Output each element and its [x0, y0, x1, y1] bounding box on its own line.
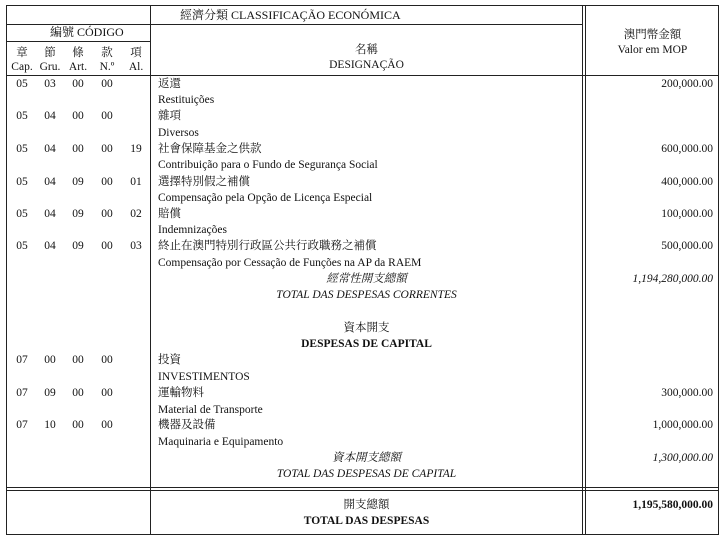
code-al: 19	[130, 143, 142, 155]
code-col-zh-1: 章	[16, 47, 28, 59]
code-col-pt-4: N.º	[99, 61, 115, 73]
grand-total-pt: TOTAL DAS DESPESAS	[303, 515, 430, 527]
designation-pt: INVESTIMENTOS	[158, 371, 250, 383]
capital-section-pt: DESPESAS DE CAPITAL	[301, 338, 432, 350]
total-rule-2	[6, 490, 719, 491]
code-gru: 03	[44, 78, 56, 90]
code-num: 00	[101, 419, 113, 431]
code-num: 00	[101, 208, 113, 220]
subtotal-current-amount: 1,194,280,000.00	[632, 273, 713, 285]
header-rule-codigo	[6, 41, 151, 42]
grand-total-zh: 開支總額	[343, 499, 390, 511]
code-col-pt-2: Gru.	[39, 61, 61, 73]
subtotal-capital-amount: 1,300,000.00	[652, 452, 713, 464]
designation-zh: 雜項	[158, 110, 181, 122]
code-al: 03	[130, 240, 142, 252]
code-gru: 00	[44, 354, 56, 366]
code-gru: 04	[44, 110, 56, 122]
subtotal-current-pt: TOTAL DAS DESPESAS CORRENTES	[276, 289, 457, 301]
code-num: 00	[101, 387, 113, 399]
amount-header-pt: Valor em MOP	[617, 44, 688, 56]
code-gru: 10	[44, 419, 56, 431]
designation-header-zh: 名稱	[355, 44, 378, 56]
amount-value: 1,000,000.00	[652, 419, 713, 431]
code-cap: 05	[16, 78, 28, 90]
code-gru: 04	[44, 208, 56, 220]
designation-pt: Diversos	[158, 127, 199, 139]
amount-value: 100,000.00	[661, 208, 713, 220]
amount-value: 300,000.00	[661, 387, 713, 399]
designation-zh: 返還	[158, 78, 181, 90]
code-num: 00	[101, 143, 113, 155]
amount-header-zh: 澳門幣金額	[623, 29, 682, 41]
code-gru: 04	[44, 176, 56, 188]
designation-zh: 投資	[158, 354, 181, 366]
code-art: 00	[72, 419, 84, 431]
code-art: 09	[72, 240, 84, 252]
designation-zh: 選擇特別假之補償	[158, 176, 250, 188]
amount-value: 600,000.00	[661, 143, 713, 155]
code-al: 01	[130, 176, 142, 188]
code-num: 00	[101, 176, 113, 188]
code-cap: 07	[16, 354, 28, 366]
code-col-pt-3: Art.	[68, 61, 88, 73]
designation-zh: 運輸物料	[158, 387, 204, 399]
code-cap: 05	[16, 208, 28, 220]
code-art: 00	[72, 387, 84, 399]
code-cap: 05	[16, 176, 28, 188]
col-divider-amount-2	[585, 5, 586, 535]
designation-zh: 機器及設備	[158, 419, 216, 431]
designation-header-pt: DESIGNAÇÃO	[329, 59, 404, 71]
code-art: 00	[72, 78, 84, 90]
header-rule-bottom	[6, 75, 719, 76]
code-num: 00	[101, 240, 113, 252]
code-col-zh-3: 條	[72, 47, 84, 59]
code-gru: 09	[44, 387, 56, 399]
code-al: 02	[130, 208, 142, 220]
code-cap: 05	[16, 143, 28, 155]
code-gru: 04	[44, 143, 56, 155]
codigo-header: 編號 CÓDIGO	[50, 25, 124, 39]
grand-total-amount: 1,195,580,000.00	[632, 499, 713, 511]
amount-value: 500,000.00	[661, 240, 713, 252]
code-art: 09	[72, 176, 84, 188]
designation-zh: 終止在澳門特別行政區公共行政職務之補償	[158, 240, 377, 252]
code-num: 00	[101, 78, 113, 90]
code-art: 00	[72, 354, 84, 366]
designation-zh: 社會保障基金之供款	[158, 143, 262, 155]
designation-pt: Indemnizações	[158, 224, 227, 236]
total-rule-1	[6, 487, 719, 488]
designation-pt: Maquinaria e Equipamento	[158, 436, 284, 448]
amount-value: 200,000.00	[661, 78, 713, 90]
code-art: 09	[72, 208, 84, 220]
code-col-zh-4: 款	[101, 47, 113, 59]
code-col-zh-5: 項	[130, 47, 142, 59]
designation-pt: Contribuição para o Fundo de Segurança Social	[158, 159, 378, 171]
designation-zh: 賠償	[158, 208, 181, 220]
code-col-pt-1: Cap.	[11, 61, 33, 73]
code-cap: 05	[16, 240, 28, 252]
designation-pt: Restituições	[158, 94, 215, 106]
code-num: 00	[101, 110, 113, 122]
designation-pt: Material de Transporte	[158, 404, 263, 416]
code-cap: 07	[16, 419, 28, 431]
code-cap: 07	[16, 387, 28, 399]
subtotal-capital-zh: 資本開支總額	[332, 452, 401, 464]
subtotal-capital-pt: TOTAL DAS DESPESAS DE CAPITAL	[276, 468, 457, 480]
code-gru: 04	[44, 240, 56, 252]
designation-pt: Compensação pela Opção de Licença Especial	[158, 192, 373, 204]
col-divider-amount	[582, 5, 583, 535]
code-art: 00	[72, 143, 84, 155]
code-col-zh-2: 節	[44, 47, 56, 59]
code-cap: 05	[16, 110, 28, 122]
classification-header: 經濟分類 CLASSIFICAÇÃO ECONÓMICA	[180, 8, 401, 22]
designation-pt: Compensação por Cessação de Funções na AP da RAEM	[158, 257, 422, 269]
subtotal-current-zh: 經常性開支總額	[326, 273, 407, 285]
code-num: 00	[101, 354, 113, 366]
code-art: 00	[72, 110, 84, 122]
code-col-pt-5: Al.	[128, 61, 144, 73]
capital-section-zh: 資本開支	[343, 322, 390, 334]
amount-value: 400,000.00	[661, 176, 713, 188]
